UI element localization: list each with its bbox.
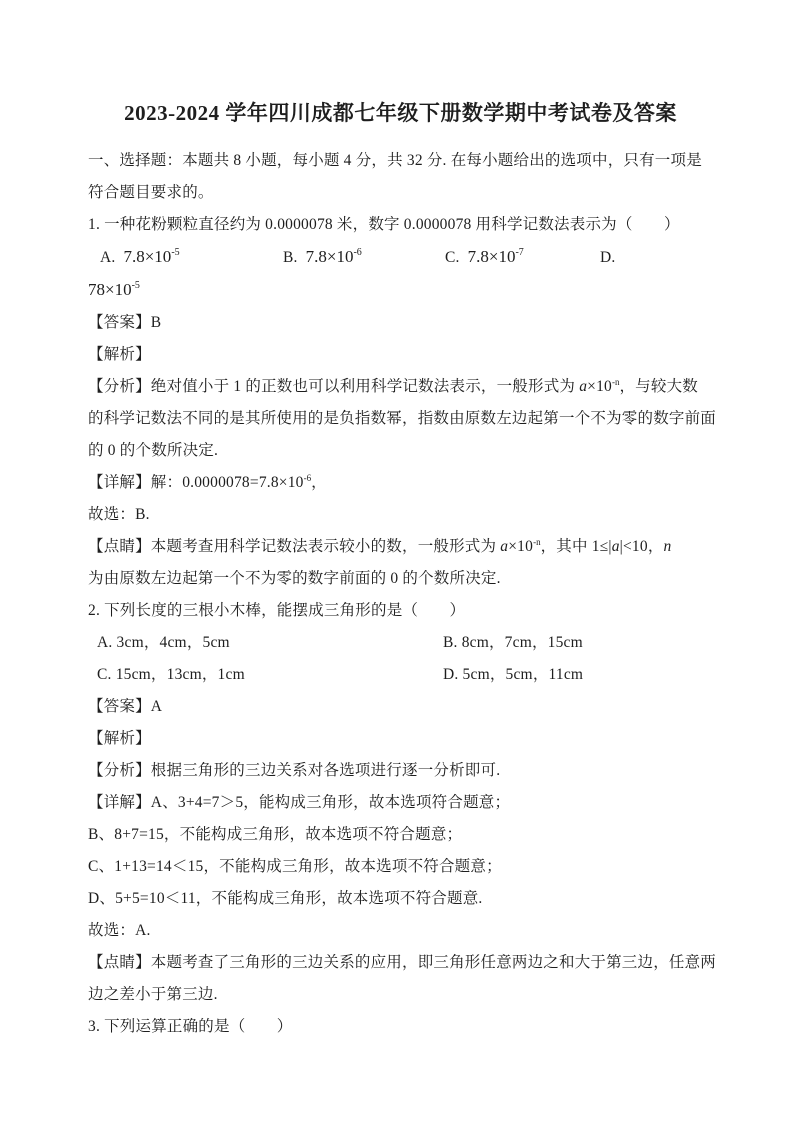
variable-a: a — [611, 538, 620, 555]
exponent-minus-n: -n — [611, 377, 620, 387]
q1-comment-line-1 — [88, 531, 713, 563]
q1-analysis-text-mid: ×10 — [587, 378, 612, 395]
q1-option-c — [445, 241, 600, 274]
q1-choice-line: 故选：B. — [88, 506, 150, 523]
q2-detail-option-b: B、8+7=15，不能构成三角形，故本选项不符合题意； — [88, 826, 463, 843]
q1-option-a — [100, 241, 283, 274]
q1-option-d — [600, 242, 713, 274]
q2-options-row-2 — [88, 659, 713, 691]
q1-option-a-value: 7.8×10 — [123, 247, 172, 266]
q1-option-d-value: 78×10 — [88, 280, 132, 299]
q1-option-b — [283, 241, 445, 274]
q1-option-b-label: B. — [283, 249, 298, 266]
q1-analysis-line-3: 的 0 的个数所决定. — [88, 442, 219, 459]
q1-comment-text-mid: ×10 — [508, 538, 534, 555]
q1-option-d-label: D. — [600, 249, 616, 266]
q2-comment-line-1: 【点睛】本题考查了三角形的三边关系的应用，即三角形任意两边之和大于第三边，任意两 — [88, 954, 717, 971]
variable-n: n — [663, 538, 672, 555]
section-instructions-line-1: 一、选择题：本题共 8 小题，每小题 4 分，共 32 分. 在每小题给出的选项中，只有一项是 — [88, 152, 702, 169]
q2-option-b: B. 8cm，7cm，15cm — [443, 634, 583, 651]
q1-option-b-exponent: -6 — [353, 247, 362, 258]
q1-option-c-value: 7.8×10 — [467, 247, 516, 266]
q2-option-c: C. 15cm，13cm，1cm — [97, 666, 245, 683]
q1-comment-line-2: 为由原数左边起第一个不为零的数字前面的 0 的个数所决定. — [88, 570, 501, 587]
q1-detail-line — [88, 467, 713, 499]
q1-options-row — [88, 241, 713, 274]
document-title: 2023-2024 学年四川成都七年级下册数学期中考试卷及答案 — [124, 101, 677, 125]
q1-detail-text-post: ， — [311, 474, 327, 491]
q3-stem: 3. 下列运算正确的是（ ） — [88, 1018, 293, 1035]
q1-stem: 1. 一种花粉颗粒直径约为 0.0000078 米，数字 0.0000078 用科学记数法表示为（ ） — [88, 216, 680, 233]
q1-option-d-exponent: -5 — [131, 280, 140, 291]
q2-analysis-line: 【分析】根据三角形的三边关系对各选项进行逐一分析即可. — [88, 762, 501, 779]
q2-detail-option-d: D、5+5=10＜11，不能构成三角形，故本选项不符合题意. — [88, 890, 483, 907]
q2-answer: 【答案】A — [88, 698, 163, 715]
q2-analysis-label: 【解析】 — [88, 730, 151, 747]
q2-stem: 2. 下列长度的三根小木棒，能摆成三角形的是（ ） — [88, 602, 466, 619]
q1-option-a-label: A. — [100, 249, 116, 266]
q1-comment-text-pre: 【点睛】本题考查用科学记数法表示较小的数，一般形式为 — [88, 538, 501, 555]
q2-detail-option-c: C、1+13=14＜15，不能构成三角形，故本选项不符合题意； — [88, 858, 502, 875]
variable-a: a — [500, 538, 509, 555]
q2-comment-line-2: 边之差小于第三边. — [88, 986, 218, 1003]
q2-options-row-1 — [88, 627, 713, 659]
q1-detail-text: 【详解】解：0.0000078=7.8×10 — [88, 474, 304, 491]
exponent-minus-n: -n — [533, 537, 541, 547]
q1-answer: 【答案】B — [88, 314, 162, 331]
q2-detail-option-a: 【详解】A、3+4=7＞5，能构成三角形，故本选项符合题意； — [88, 794, 511, 811]
q1-comment-text-post2: |<10， — [619, 538, 664, 555]
q2-option-d: D. 5cm，5cm，11cm — [443, 666, 584, 683]
q1-analysis-text-post: ，与较大数 — [619, 378, 698, 395]
q1-option-c-exponent: -7 — [515, 247, 524, 258]
q2-choice-line: 故选：A. — [88, 922, 151, 939]
variable-a: a — [579, 378, 588, 395]
q1-option-b-value: 7.8×10 — [305, 247, 354, 266]
q1-option-a-exponent: -5 — [171, 247, 180, 258]
q1-option-c-label: C. — [445, 249, 460, 266]
q1-analysis-line-1 — [88, 371, 713, 403]
q1-analysis-line-2: 的科学记数法不同的是其所使用的是负指数幂，指数由原数左边起第一个不为零的数字前面 — [88, 410, 717, 427]
q2-option-a: A. 3cm，4cm，5cm — [97, 634, 230, 651]
q1-comment-text-post: ，其中 1≤| — [540, 538, 612, 555]
q1-analysis-label: 【解析】 — [88, 346, 151, 363]
q1-option-d-value-line — [88, 274, 713, 307]
section-instructions-line-2: 符合题目要求的。 — [88, 184, 214, 201]
q1-analysis-text-pre: 【分析】绝对值小于 1 的正数也可以利用科学记数法表示，一般形式为 — [88, 378, 580, 395]
exponent-minus-6: -6 — [303, 473, 312, 483]
